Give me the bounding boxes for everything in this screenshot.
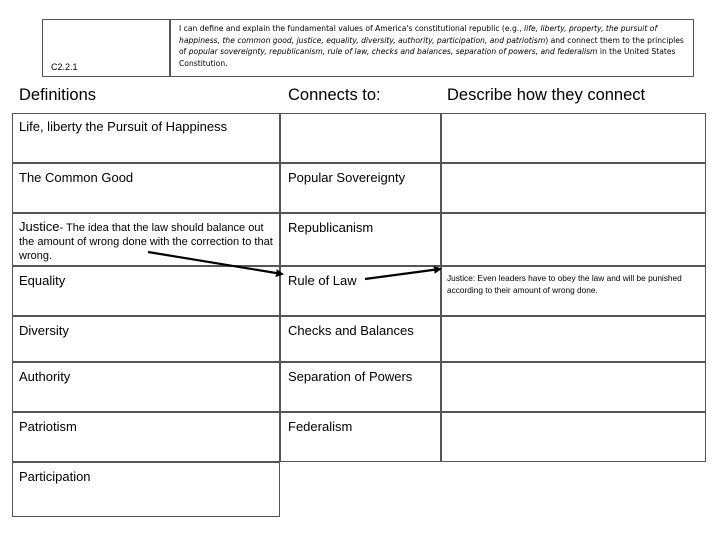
describe-cell-5[interactable] — [441, 316, 706, 362]
standard-text-part-5: in the United States Constitution. — [179, 47, 676, 68]
standard-principles-list: popular sovereignty, republicanism, rule of law, checks and balances, separation of powers, and federalism — [188, 47, 598, 57]
value-participation: Participation — [19, 469, 91, 484]
justice-definition: - The idea that the law should balance out the amount of wrong done with the correction to that wrong. — [19, 222, 273, 262]
connects-cell-1[interactable] — [280, 113, 441, 163]
standard-code: C2.2.1 — [51, 62, 78, 72]
standard-text-part-3: ) and connect them to the principles of — [179, 35, 684, 57]
standard-values-list: life, liberty, property, the pursuit of happiness, the common good, justice, equality, diversity, authority, participation, and patriotism — [179, 24, 658, 45]
principle-republicanism: Republicanism — [288, 220, 374, 235]
describe-cell-7[interactable] — [441, 412, 706, 462]
value-equality: Equality — [19, 273, 66, 288]
value-diversity: Diversity — [19, 323, 69, 338]
describe-cell-6[interactable] — [441, 362, 706, 412]
definitions-heading: Definitions — [19, 86, 97, 104]
principle-separation-powers: Separation of Powers — [288, 369, 413, 384]
principle-popular-sovereignty: Popular Sovereignty — [288, 170, 406, 185]
justice-connection-note: Justice: Even leaders have to obey the law and will be punished according to their amount of wrong done. — [447, 273, 682, 295]
connects-to-heading: Connects to: — [288, 86, 381, 104]
value-life-liberty: Life, liberty the Pursuit of Happiness — [19, 119, 228, 134]
value-justice — [19, 220, 277, 263]
principle-checks-balances: Checks and Balances — [288, 323, 414, 338]
principle-federalism: Federalism — [288, 419, 353, 434]
justice-title: Justice — [19, 219, 60, 234]
standard-code-box — [42, 19, 170, 77]
value-patriotism: Patriotism — [19, 419, 77, 434]
describe-heading: Describe how they connect — [447, 86, 646, 104]
standard-text-part-1: I can define and explain the fundamental values of America's constitutional republic (e.g., — [179, 24, 525, 33]
value-common-good: The Common Good — [19, 170, 134, 185]
describe-cell-3[interactable] — [441, 213, 706, 266]
value-authority: Authority — [19, 369, 71, 384]
standard-statement-box — [170, 19, 694, 77]
principle-rule-of-law: Rule of Law — [288, 273, 357, 288]
describe-cell-2[interactable] — [441, 163, 706, 213]
describe-cell-1[interactable] — [441, 113, 706, 163]
